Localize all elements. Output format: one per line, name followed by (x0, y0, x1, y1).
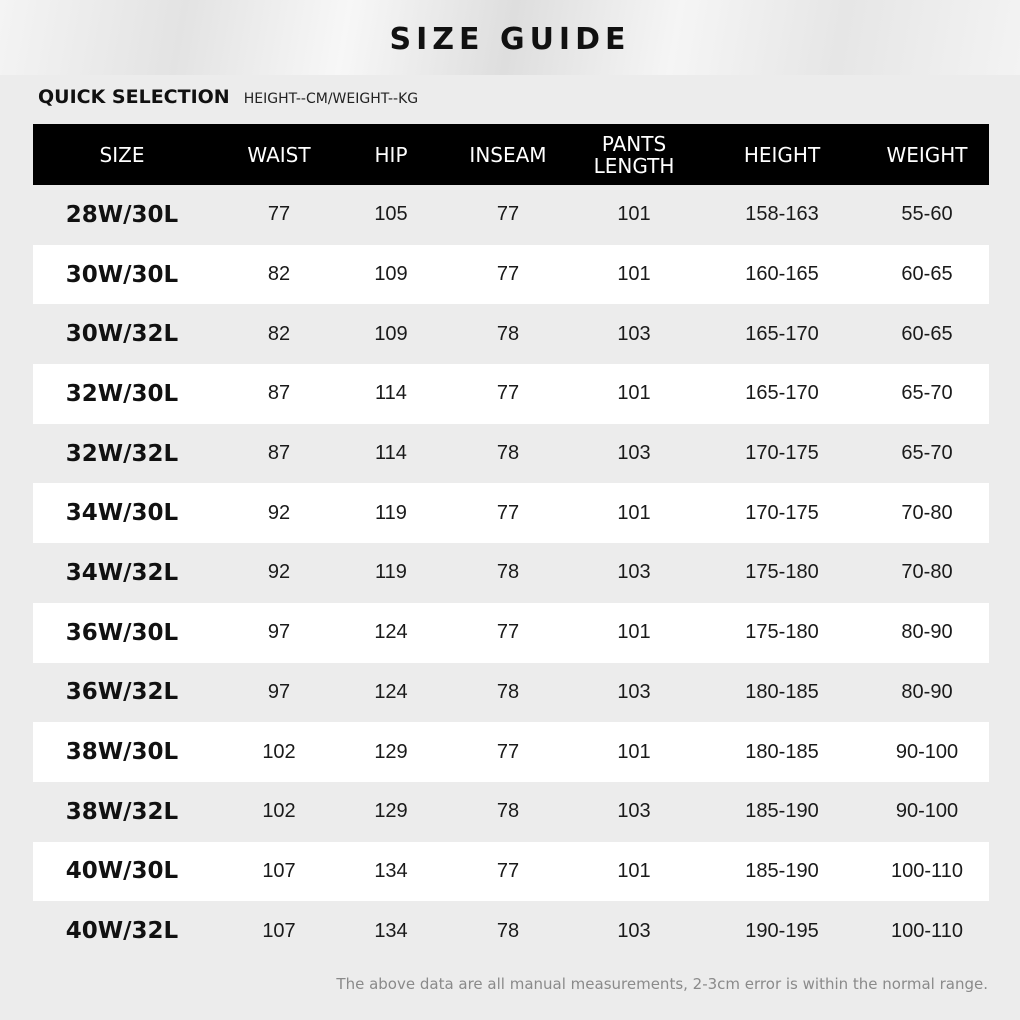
table-header (33, 124, 989, 185)
cell-size: 36W/32L (65, 679, 179, 706)
cell-waist: 97 (267, 621, 291, 644)
cell-weight: 80-90 (901, 680, 953, 703)
cell-height: 185-190 (745, 859, 819, 882)
cell-waist: 97 (267, 680, 291, 703)
cell-inseam: 77 (496, 859, 520, 882)
cell-hip: 124 (374, 680, 408, 703)
cell-hip: 105 (374, 203, 408, 226)
cell-inseam: 78 (496, 322, 520, 345)
cell-hip: 119 (375, 561, 407, 584)
cell-size: 34W/32L (65, 559, 179, 586)
cell-size: 38W/32L (65, 798, 179, 825)
cell-inseam: 77 (496, 203, 520, 226)
cell-weight: 60-65 (901, 322, 953, 345)
cell-inseam: 77 (496, 382, 520, 405)
cell-hip: 119 (375, 501, 407, 524)
cell-size: 38W/30L (65, 739, 179, 766)
cell-hip: 134 (374, 859, 408, 882)
cell-pants-length: 103 (617, 800, 651, 823)
cell-size: 40W/32L (65, 918, 179, 945)
cell-size: 32W/32L (65, 440, 179, 467)
cell-inseam: 78 (496, 442, 520, 465)
title-banner (0, 0, 1020, 75)
cell-hip: 129 (374, 740, 408, 763)
cell-inseam: 77 (496, 621, 520, 644)
cell-height: 165-170 (745, 382, 819, 405)
cell-weight: 60-65 (901, 263, 953, 286)
cell-hip: 114 (375, 442, 407, 465)
table-row (33, 364, 989, 424)
cell-pants-length: 103 (617, 442, 651, 465)
cell-weight: 100-110 (891, 859, 963, 882)
cell-waist: 102 (262, 740, 296, 763)
cell-inseam: 78 (496, 561, 520, 584)
cell-inseam: 78 (496, 800, 520, 823)
cell-weight: 65-70 (901, 382, 953, 405)
cell-hip: 109 (374, 263, 408, 286)
cell-pants-length: 101 (617, 859, 651, 882)
table-body (33, 185, 989, 961)
cell-waist: 102 (262, 800, 296, 823)
table-row (33, 304, 989, 364)
cell-size: 32W/30L (65, 380, 179, 407)
cell-size: 28W/30L (65, 201, 179, 228)
table-row (33, 722, 989, 782)
table-row (33, 663, 989, 723)
cell-inseam: 78 (496, 919, 520, 942)
cell-hip: 114 (375, 382, 407, 405)
page-title: SIZE GUIDE (389, 22, 631, 57)
cell-height: 180-185 (745, 680, 819, 703)
table-row (33, 483, 989, 543)
table-row (33, 842, 989, 902)
column-header-inseam: INSEAM (469, 142, 547, 167)
cell-pants-length: 101 (617, 263, 651, 286)
cell-waist: 92 (267, 561, 291, 584)
cell-weight: 90-100 (895, 800, 959, 823)
cell-height: 160-165 (745, 263, 819, 286)
cell-weight: 100-110 (891, 919, 963, 942)
cell-weight: 90-100 (895, 740, 959, 763)
cell-height: 185-190 (745, 800, 819, 823)
cell-size: 30W/32L (65, 321, 179, 348)
cell-height: 180-185 (745, 740, 819, 763)
cell-waist: 82 (267, 322, 291, 345)
cell-pants-length: 101 (617, 621, 651, 644)
cell-hip: 109 (374, 322, 408, 345)
table-row (33, 543, 989, 603)
cell-weight: 65-70 (901, 442, 953, 465)
cell-weight: 70-80 (901, 501, 953, 524)
table-row (33, 185, 989, 245)
table-row (33, 245, 989, 305)
table-row (33, 603, 989, 663)
column-header-weight: WEIGHT (886, 142, 968, 167)
cell-hip: 134 (374, 919, 408, 942)
column-header-hip: HIP (374, 142, 408, 167)
cell-waist: 82 (267, 263, 291, 286)
cell-pants-length: 101 (617, 203, 651, 226)
cell-size: 40W/30L (65, 858, 179, 885)
cell-pants-length: 103 (617, 561, 651, 584)
quick-selection-title: QUICK SELECTION (38, 86, 230, 108)
size-table (33, 124, 989, 961)
table-row (33, 901, 989, 961)
cell-height: 175-180 (745, 561, 819, 584)
cell-waist: 87 (267, 382, 291, 405)
cell-waist: 87 (267, 442, 291, 465)
cell-inseam: 77 (496, 501, 520, 524)
cell-pants-length: 101 (617, 740, 651, 763)
cell-waist: 92 (267, 501, 291, 524)
cell-waist: 77 (267, 203, 291, 226)
column-header-size: SIZE (99, 142, 145, 167)
quick-selection (38, 86, 418, 110)
cell-hip: 124 (374, 621, 408, 644)
cell-height: 158-163 (745, 203, 819, 226)
cell-height: 170-175 (745, 442, 819, 465)
cell-pants-length: 103 (617, 680, 651, 703)
column-header-height: HEIGHT (743, 142, 821, 167)
cell-size: 30W/30L (65, 261, 179, 288)
cell-pants-length: 103 (617, 322, 651, 345)
cell-size: 36W/30L (65, 619, 179, 646)
cell-inseam: 77 (496, 740, 520, 763)
cell-pants-length: 101 (617, 501, 651, 524)
cell-pants-length: 101 (617, 382, 651, 405)
cell-inseam: 78 (496, 680, 520, 703)
cell-waist: 107 (262, 919, 296, 942)
column-header-waist: WAIST (247, 142, 311, 167)
units-note: HEIGHT--CM/WEIGHT--KG (243, 91, 419, 107)
cell-weight: 80-90 (901, 621, 953, 644)
cell-height: 190-195 (745, 919, 819, 942)
cell-height: 165-170 (745, 322, 819, 345)
cell-pants-length: 103 (617, 919, 651, 942)
column-header-pants-length: PANTS LENGTH (593, 131, 675, 178)
table-row (33, 424, 989, 484)
cell-weight: 55-60 (901, 203, 953, 226)
cell-hip: 129 (374, 800, 408, 823)
cell-size: 34W/30L (65, 500, 179, 527)
cell-height: 170-175 (745, 501, 819, 524)
footnote: The above data are all manual measurements, 2-3cm error is within the normal range. (336, 975, 988, 993)
cell-height: 175-180 (745, 621, 819, 644)
cell-inseam: 77 (496, 263, 520, 286)
table-row (33, 782, 989, 842)
cell-waist: 107 (262, 859, 296, 882)
cell-weight: 70-80 (901, 561, 953, 584)
